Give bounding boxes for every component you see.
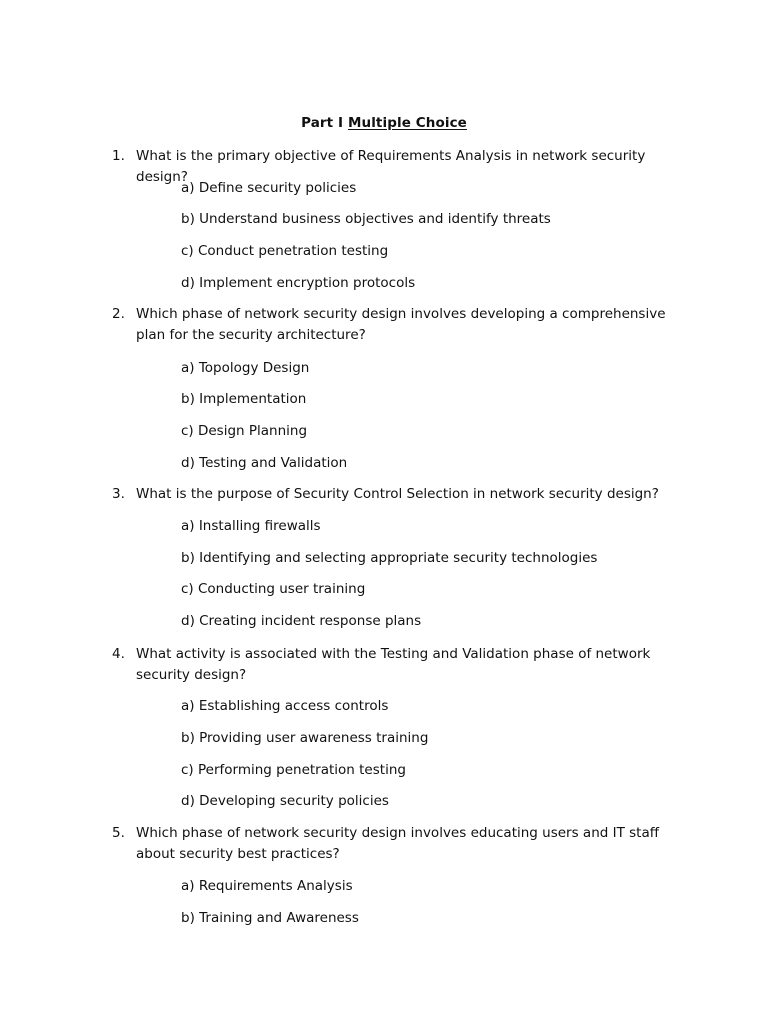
option-3b: b) Identifying and selecting appropriate security technologies <box>181 550 598 566</box>
option-4a: a) Establishing access controls <box>181 698 389 714</box>
option-2a: a) Topology Design <box>181 360 310 376</box>
question-number: 5. <box>112 825 125 841</box>
option-4d: d) Developing security policies <box>181 793 389 809</box>
question-3 <box>112 484 692 505</box>
option-5a: a) Requirements Analysis <box>181 878 353 894</box>
page-title <box>0 115 768 131</box>
question-2 <box>112 304 692 346</box>
option-3d: d) Creating incident response plans <box>181 613 422 629</box>
option-2b: b) Implementation <box>181 391 307 407</box>
question-text: What activity is associated with the Testing and Validation phase of network security design? <box>136 646 651 683</box>
question-number: 1. <box>112 148 125 164</box>
option-3c: c) Conducting user training <box>181 581 366 597</box>
option-4b: b) Providing user awareness training <box>181 730 429 746</box>
option-3a: a) Installing firewalls <box>181 518 321 534</box>
option-2c: c) Design Planning <box>181 423 308 439</box>
question-5 <box>112 823 692 865</box>
option-1c: c) Conduct penetration testing <box>181 243 389 259</box>
question-4 <box>112 644 692 686</box>
option-5b: b) Training and Awareness <box>181 910 359 926</box>
option-1b: b) Understand business objectives and identify threats <box>181 211 551 227</box>
question-text: Which phase of network security design involves educating users and IT staff about security best practices? <box>136 825 660 862</box>
option-2d: d) Testing and Validation <box>181 455 348 471</box>
question-text: What is the purpose of Security Control Selection in network security design? <box>136 486 659 502</box>
option-1a: a) Define security policies <box>181 180 357 196</box>
title-part: Part I <box>301 115 344 131</box>
question-number: 3. <box>112 486 125 502</box>
question-number: 4. <box>112 646 125 662</box>
option-1d: d) Implement encryption protocols <box>181 275 416 291</box>
option-4c: c) Performing penetration testing <box>181 762 406 778</box>
question-text: What is the primary objective of Requirements Analysis in network security design? <box>136 148 646 185</box>
title-section: Multiple Choice <box>347 115 467 131</box>
question-number: 2. <box>112 306 125 322</box>
question-text: Which phase of network security design involves developing a comprehensive plan for the security architecture? <box>136 306 666 343</box>
